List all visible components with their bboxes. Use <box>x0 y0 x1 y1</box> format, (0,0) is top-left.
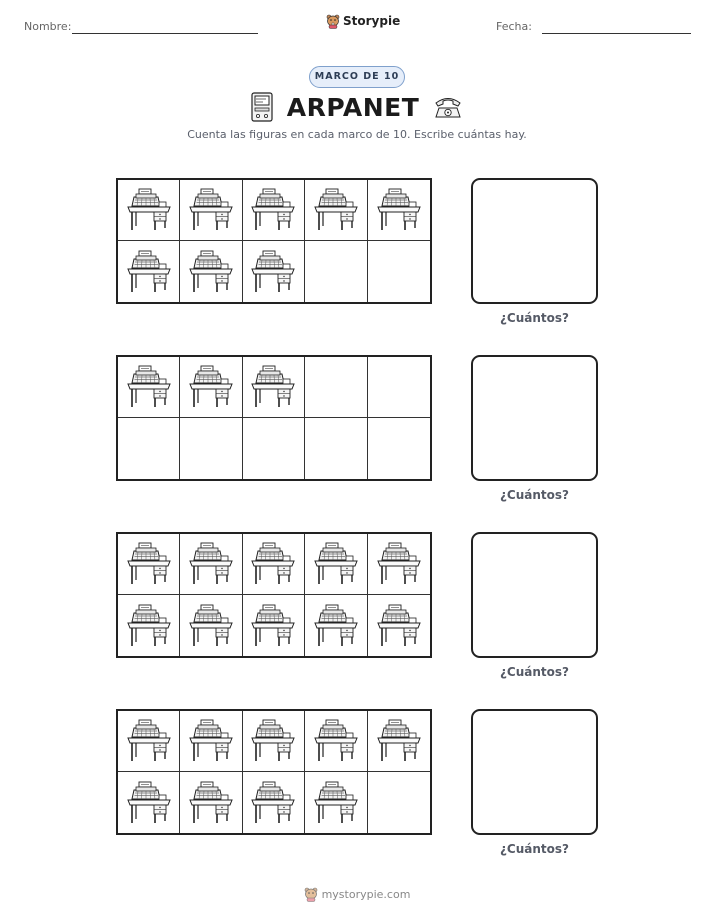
frame-cell <box>368 534 430 595</box>
computer-desk-icon <box>250 719 296 763</box>
computer-desk-icon <box>313 719 359 763</box>
frame-cell <box>243 595 305 656</box>
footer <box>0 886 714 902</box>
date-input-line[interactable] <box>542 33 691 34</box>
computer-desk-icon <box>126 719 172 763</box>
question-label-4: ¿Cuántos? <box>499 842 570 856</box>
telephone-icon <box>433 95 463 119</box>
frame-cell <box>243 241 305 302</box>
frame-cell <box>180 772 242 833</box>
frame-cell <box>368 595 430 656</box>
frame-cell <box>118 180 180 241</box>
computer-desk-icon <box>126 250 172 294</box>
frame-cell <box>305 418 367 479</box>
name-label: Nombre: <box>24 20 72 33</box>
date-label: Fecha: <box>496 20 532 33</box>
frame-cell <box>368 241 430 302</box>
computer-desk-icon <box>376 719 422 763</box>
ten-frame-2 <box>116 355 432 481</box>
computer-desk-icon <box>250 365 296 409</box>
computer-desk-icon <box>376 604 422 648</box>
computer-desk-icon <box>126 365 172 409</box>
frame-cell <box>305 595 367 656</box>
frame-cell <box>305 772 367 833</box>
name-input-line[interactable] <box>72 33 258 34</box>
frame-cell <box>243 772 305 833</box>
question-label-2: ¿Cuántos? <box>499 488 570 502</box>
computer-desk-icon <box>313 542 359 586</box>
computer-desk-icon <box>376 542 422 586</box>
brand-logo <box>326 13 400 29</box>
beaver-mascot-icon <box>326 13 340 29</box>
frame-cell <box>180 595 242 656</box>
frame-cell <box>305 241 367 302</box>
computer-desk-icon <box>188 542 234 586</box>
frame-cell <box>118 711 180 772</box>
frame-cell <box>243 180 305 241</box>
brand-name: Storypie <box>343 14 401 28</box>
computer-desk-icon <box>188 604 234 648</box>
frame-cell <box>180 711 242 772</box>
question-label-1: ¿Cuántos? <box>499 311 570 325</box>
answer-box-3[interactable] <box>471 532 598 658</box>
frame-cell <box>368 418 430 479</box>
computer-desk-icon <box>250 542 296 586</box>
frame-cell <box>118 357 180 418</box>
page-title: ARPANET <box>286 92 420 122</box>
frame-cell <box>305 534 367 595</box>
frame-cell <box>118 772 180 833</box>
computer-desk-icon <box>250 188 296 232</box>
frame-cell <box>368 357 430 418</box>
computer-desk-icon <box>126 781 172 825</box>
frame-cell <box>180 418 242 479</box>
computer-desk-icon <box>188 781 234 825</box>
frame-cell <box>243 534 305 595</box>
frame-cell <box>243 711 305 772</box>
answer-box-1[interactable] <box>471 178 598 304</box>
frame-cell <box>305 711 367 772</box>
computer-desk-icon <box>376 188 422 232</box>
computer-desk-icon <box>188 188 234 232</box>
beaver-mascot-icon <box>304 886 318 902</box>
footer-site: mystorypie.com <box>321 887 411 901</box>
frame-cell <box>305 180 367 241</box>
frame-cell <box>118 418 180 479</box>
computer-desk-icon <box>126 542 172 586</box>
computer-desk-icon <box>313 604 359 648</box>
computer-icon <box>251 92 273 122</box>
frame-cell <box>368 711 430 772</box>
answer-box-4[interactable] <box>471 709 598 835</box>
computer-desk-icon <box>250 604 296 648</box>
ten-frame-3 <box>116 532 432 658</box>
computer-desk-icon <box>250 781 296 825</box>
frame-cell <box>180 357 242 418</box>
computer-desk-icon <box>126 188 172 232</box>
frame-cell <box>180 241 242 302</box>
frame-cell <box>243 357 305 418</box>
computer-desk-icon <box>188 719 234 763</box>
answer-box-2[interactable] <box>471 355 598 481</box>
frame-cell <box>368 772 430 833</box>
frame-cell <box>118 241 180 302</box>
computer-desk-icon <box>188 365 234 409</box>
frame-cell <box>243 418 305 479</box>
frame-cell <box>180 534 242 595</box>
instructions: Cuenta las figuras en cada marco de 10. Escribe cuántas hay. <box>187 128 527 141</box>
computer-desk-icon <box>188 250 234 294</box>
frame-cell <box>368 180 430 241</box>
computer-desk-icon <box>313 188 359 232</box>
computer-desk-icon <box>313 781 359 825</box>
question-label-3: ¿Cuántos? <box>499 665 570 679</box>
ten-frame-1 <box>116 178 432 304</box>
title-row <box>0 92 714 122</box>
frame-cell <box>118 595 180 656</box>
worksheet-type-badge: MARCO DE 10 <box>309 66 405 88</box>
computer-desk-icon <box>126 604 172 648</box>
frame-cell <box>118 534 180 595</box>
frame-cell <box>180 180 242 241</box>
ten-frame-4 <box>116 709 432 835</box>
frame-cell <box>305 357 367 418</box>
computer-desk-icon <box>250 250 296 294</box>
